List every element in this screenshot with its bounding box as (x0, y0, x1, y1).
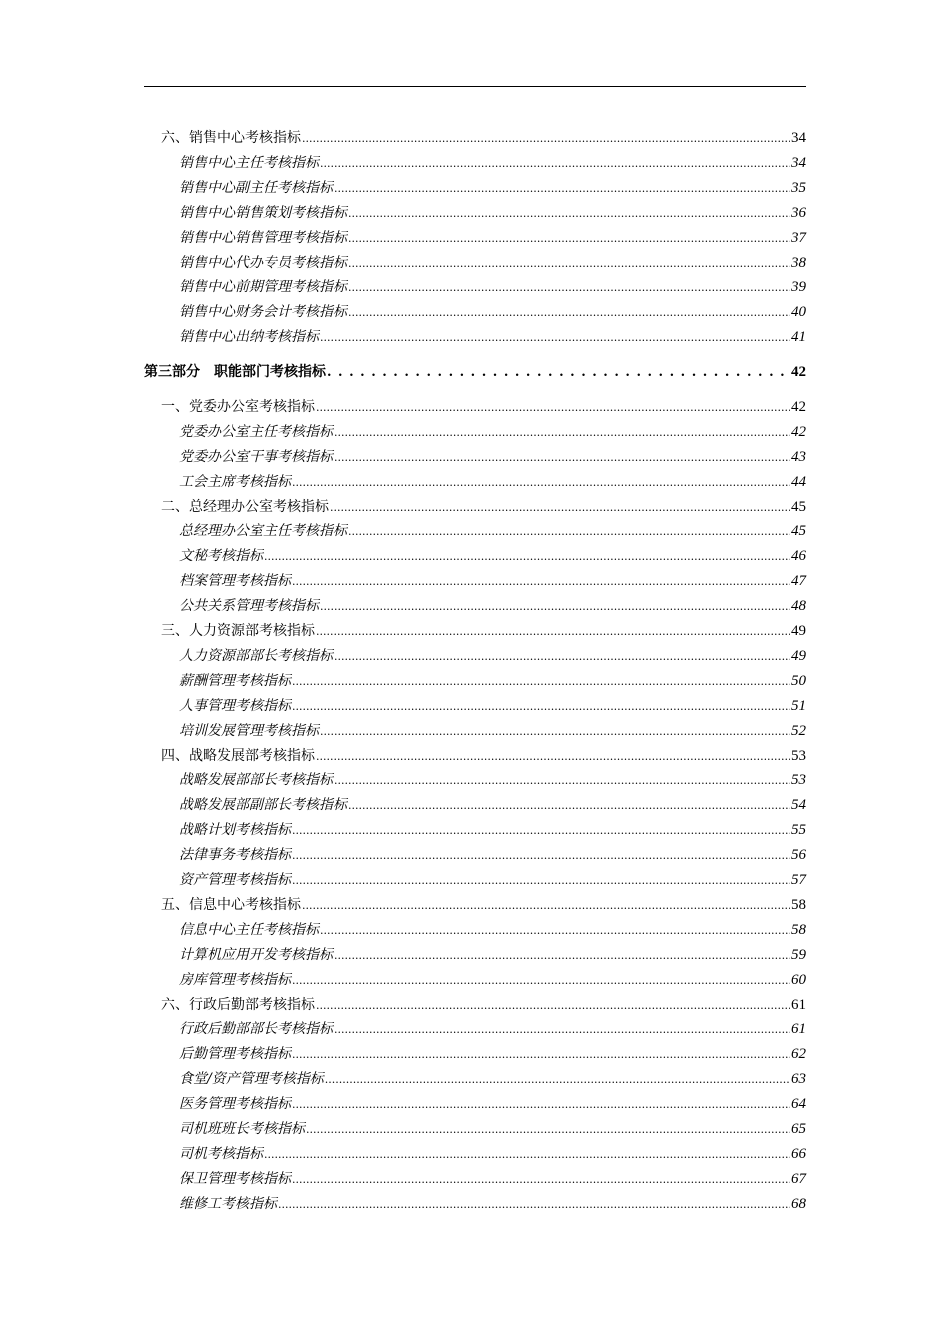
toc-page-number: 60 (791, 972, 806, 988)
toc-entry-title: 医务管理考核指标 (179, 1096, 291, 1112)
toc-dot-leader (320, 720, 790, 743)
toc-entry-title: 维修工考核指标 (179, 1196, 277, 1212)
toc-subsection-entry[interactable] (179, 819, 806, 841)
toc-subsection-entry[interactable] (179, 276, 806, 298)
toc-entry-title: 工会主席考核指标 (179, 474, 291, 490)
toc-page-number: 41 (791, 329, 806, 345)
toc-dot-leader (292, 1093, 790, 1116)
toc-page-number: 42 (791, 424, 806, 440)
toc-page-number: 57 (791, 872, 806, 888)
toc-page-number: 52 (791, 723, 806, 739)
toc-entry-title: 战略发展部副部长考核指标 (179, 797, 347, 813)
toc-subsection-entry[interactable] (179, 252, 806, 274)
toc-entry-title: 销售中心销售管理考核指标 (179, 230, 347, 246)
toc-dot-leader (292, 570, 790, 593)
toc-page-number: 42 (791, 364, 806, 380)
toc-page-number: 36 (791, 205, 806, 221)
toc-dot-leader (320, 152, 790, 175)
toc-subsection-entry[interactable] (179, 1118, 806, 1140)
toc-dot-leader (316, 994, 790, 1017)
toc-subsection-entry[interactable] (179, 1168, 806, 1190)
toc-page-number: 42 (791, 399, 806, 415)
toc-dot-leader (325, 1068, 790, 1091)
toc-page-number: 61 (791, 997, 806, 1013)
toc-page-number: 67 (791, 1171, 806, 1187)
toc-dot-leader (334, 769, 790, 792)
header-rule (144, 86, 806, 87)
toc-section-entry[interactable] (161, 127, 806, 149)
toc-dot-leader (302, 894, 790, 917)
toc-entry-title: 二、总经理办公室考核指标 (161, 499, 329, 515)
toc-page-number: 37 (791, 230, 806, 246)
toc-dot-leader (334, 177, 790, 200)
toc-entry-title: 资产管理考核指标 (179, 872, 291, 888)
toc-entry-title: 三、人力资源部考核指标 (161, 623, 315, 639)
toc-subsection-entry[interactable] (179, 421, 806, 443)
toc-dot-leader (348, 252, 790, 275)
toc-dot-leader (292, 819, 790, 842)
toc-dot-leader (320, 326, 790, 349)
toc-entry-title: 行政后勤部部长考核指标 (179, 1021, 333, 1037)
toc-dot-leader (278, 1193, 790, 1216)
toc-subsection-entry[interactable] (179, 227, 806, 249)
toc-dot-leader (264, 1143, 790, 1166)
toc-dot-leader (334, 944, 790, 967)
toc-subsection-entry[interactable] (179, 1093, 806, 1115)
toc-subsection-entry[interactable] (179, 570, 806, 592)
toc-page-number: 44 (791, 474, 806, 490)
toc-dot-leader (334, 645, 790, 668)
toc-page-number: 47 (791, 573, 806, 589)
toc-page-number: 34 (791, 155, 806, 171)
toc-dot-leader (316, 620, 790, 643)
toc-entry-title: 食堂/资产管理考核指标 (179, 1071, 324, 1087)
toc-subsection-entry[interactable] (179, 1143, 806, 1165)
toc-page-number: 62 (791, 1046, 806, 1062)
toc-page-number: 49 (791, 648, 806, 664)
toc-entry-title: 第三部分 职能部门考核指标 (144, 364, 326, 380)
toc-dot-leader (292, 1043, 790, 1066)
toc-page-number: 46 (791, 548, 806, 564)
toc-page-number: 51 (791, 698, 806, 714)
toc-section-entry[interactable] (161, 745, 806, 767)
toc-dot-leader (334, 1018, 790, 1041)
toc-subsection-entry[interactable] (179, 202, 806, 224)
toc-page-number: 39 (791, 279, 806, 295)
toc-entry-title: 四、战略发展部考核指标 (161, 748, 315, 764)
toc-subsection-entry[interactable] (179, 471, 806, 493)
toc-part-heading[interactable] (144, 361, 806, 383)
toc-page-number: 45 (791, 499, 806, 515)
toc-entry-title: 司机考核指标 (179, 1146, 263, 1162)
toc-subsection-entry[interactable] (179, 301, 806, 323)
toc-page-number: 59 (791, 947, 806, 963)
toc-dot-leader (292, 844, 790, 867)
toc-subsection-entry[interactable] (179, 1193, 806, 1215)
toc-entry-title: 薪酬管理考核指标 (179, 673, 291, 689)
toc-entry-title: 文秘考核指标 (179, 548, 263, 564)
toc-entry-title: 培训发展管理考核指标 (179, 723, 319, 739)
toc-entry-title: 档案管理考核指标 (179, 573, 291, 589)
toc-entry-title: 五、信息中心考核指标 (161, 897, 301, 913)
toc-entry-title: 计算机应用开发考核指标 (179, 947, 333, 963)
toc-subsection-entry[interactable] (179, 520, 806, 542)
toc-dot-leader (316, 396, 790, 419)
toc-entry-title: 司机班班长考核指标 (179, 1121, 305, 1137)
toc-page-number: 38 (791, 255, 806, 271)
toc-page-number: 50 (791, 673, 806, 689)
toc-dot-leader (292, 670, 790, 693)
toc-entry-title: 总经理办公室主任考核指标 (179, 523, 347, 539)
toc-entry-title: 销售中心代办专员考核指标 (179, 255, 347, 271)
toc-subsection-entry[interactable] (179, 794, 806, 816)
toc-subsection-entry[interactable] (179, 695, 806, 717)
toc-entry-title: 销售中心出纳考核指标 (179, 329, 319, 345)
toc-entry-title: 公共关系管理考核指标 (179, 598, 319, 614)
toc-dot-leader (292, 969, 790, 992)
toc-dot-leader (330, 496, 790, 519)
toc-page-number: 56 (791, 847, 806, 863)
toc-dot-leader (327, 361, 790, 384)
toc-entry-title: 销售中心销售策划考核指标 (179, 205, 347, 221)
toc-dot-leader (348, 301, 790, 324)
toc-dot-leader (316, 745, 790, 768)
toc-entry-title: 后勤管理考核指标 (179, 1046, 291, 1062)
toc-subsection-entry[interactable] (179, 670, 806, 692)
toc-entry-title: 人事管理考核指标 (179, 698, 291, 714)
toc-page-number: 64 (791, 1096, 806, 1112)
toc-entry-title: 六、行政后勤部考核指标 (161, 997, 315, 1013)
toc-entry-title: 销售中心主任考核指标 (179, 155, 319, 171)
toc-dot-leader (348, 227, 790, 250)
toc-entry-title: 战略计划考核指标 (179, 822, 291, 838)
toc-dot-leader (348, 794, 790, 817)
toc-section-entry[interactable] (161, 496, 806, 518)
toc-page-number: 54 (791, 797, 806, 813)
toc-dot-leader (292, 695, 790, 718)
toc-dot-leader (348, 276, 790, 299)
toc-subsection-entry[interactable] (179, 545, 806, 567)
toc-dot-leader (334, 421, 790, 444)
toc-page-number: 63 (791, 1071, 806, 1087)
toc-page-number: 45 (791, 523, 806, 539)
toc-subsection-entry[interactable] (179, 869, 806, 891)
toc-subsection-entry[interactable] (179, 177, 806, 199)
toc-subsection-entry[interactable] (179, 446, 806, 468)
toc-entry-title: 法律事务考核指标 (179, 847, 291, 863)
toc-entry-title: 销售中心前期管理考核指标 (179, 279, 347, 295)
toc-dot-leader (264, 545, 790, 568)
toc-subsection-entry[interactable] (179, 645, 806, 667)
toc-entry-title: 党委办公室主任考核指标 (179, 424, 333, 440)
toc-subsection-entry[interactable] (179, 720, 806, 742)
toc-subsection-entry[interactable] (179, 944, 806, 966)
toc-section-entry[interactable] (161, 396, 806, 418)
toc-entry-title: 党委办公室干事考核指标 (179, 449, 333, 465)
toc-page-number: 40 (791, 304, 806, 320)
toc-dot-leader (292, 471, 790, 494)
toc-subsection-entry[interactable] (179, 595, 806, 617)
toc-page-number: 66 (791, 1146, 806, 1162)
toc-page-number: 58 (791, 922, 806, 938)
toc-subsection-entry[interactable] (179, 1043, 806, 1065)
toc-dot-leader (348, 202, 790, 225)
toc-subsection-entry[interactable] (179, 1068, 806, 1090)
toc-entry-title: 一、党委办公室考核指标 (161, 399, 315, 415)
toc-subsection-entry[interactable] (179, 152, 806, 174)
toc-entry-title: 销售中心财务会计考核指标 (179, 304, 347, 320)
toc-section-entry[interactable] (161, 620, 806, 642)
toc-page-number: 43 (791, 449, 806, 465)
toc-page-number: 48 (791, 598, 806, 614)
toc-page-number: 49 (791, 623, 806, 639)
toc-page-number: 68 (791, 1196, 806, 1212)
toc-dot-leader (348, 520, 790, 543)
toc-subsection-entry[interactable] (179, 919, 806, 941)
toc-subsection-entry[interactable] (179, 326, 806, 348)
toc-page-number: 53 (791, 772, 806, 788)
toc-page-number: 35 (791, 180, 806, 196)
toc-entry-title: 房库管理考核指标 (179, 972, 291, 988)
toc-dot-leader (306, 1118, 790, 1141)
toc-dot-leader (320, 919, 790, 942)
toc-page-number: 61 (791, 1021, 806, 1037)
toc-entry-title: 销售中心副主任考核指标 (179, 180, 333, 196)
toc-dot-leader (292, 1168, 790, 1191)
toc-page-number: 58 (791, 897, 806, 913)
toc-entry-title: 战略发展部部长考核指标 (179, 772, 333, 788)
toc-dot-leader (320, 595, 790, 618)
toc-subsection-entry[interactable] (179, 844, 806, 866)
toc-page-number: 53 (791, 748, 806, 764)
toc-page-number: 65 (791, 1121, 806, 1137)
toc-entry-title: 信息中心主任考核指标 (179, 922, 319, 938)
toc-dot-leader (334, 446, 790, 469)
toc-subsection-entry[interactable] (179, 969, 806, 991)
toc-page-number: 55 (791, 822, 806, 838)
toc-subsection-entry[interactable] (179, 1018, 806, 1040)
toc-entry-title: 六、销售中心考核指标 (161, 130, 301, 146)
toc-section-entry[interactable] (161, 994, 806, 1016)
toc-subsection-entry[interactable] (179, 769, 806, 791)
toc-page-number: 34 (791, 130, 806, 146)
toc-dot-leader (302, 127, 790, 150)
toc-entry-title: 人力资源部部长考核指标 (179, 648, 333, 664)
toc-section-entry[interactable] (161, 894, 806, 916)
toc-dot-leader (292, 869, 790, 892)
toc-entry-title: 保卫管理考核指标 (179, 1171, 291, 1187)
